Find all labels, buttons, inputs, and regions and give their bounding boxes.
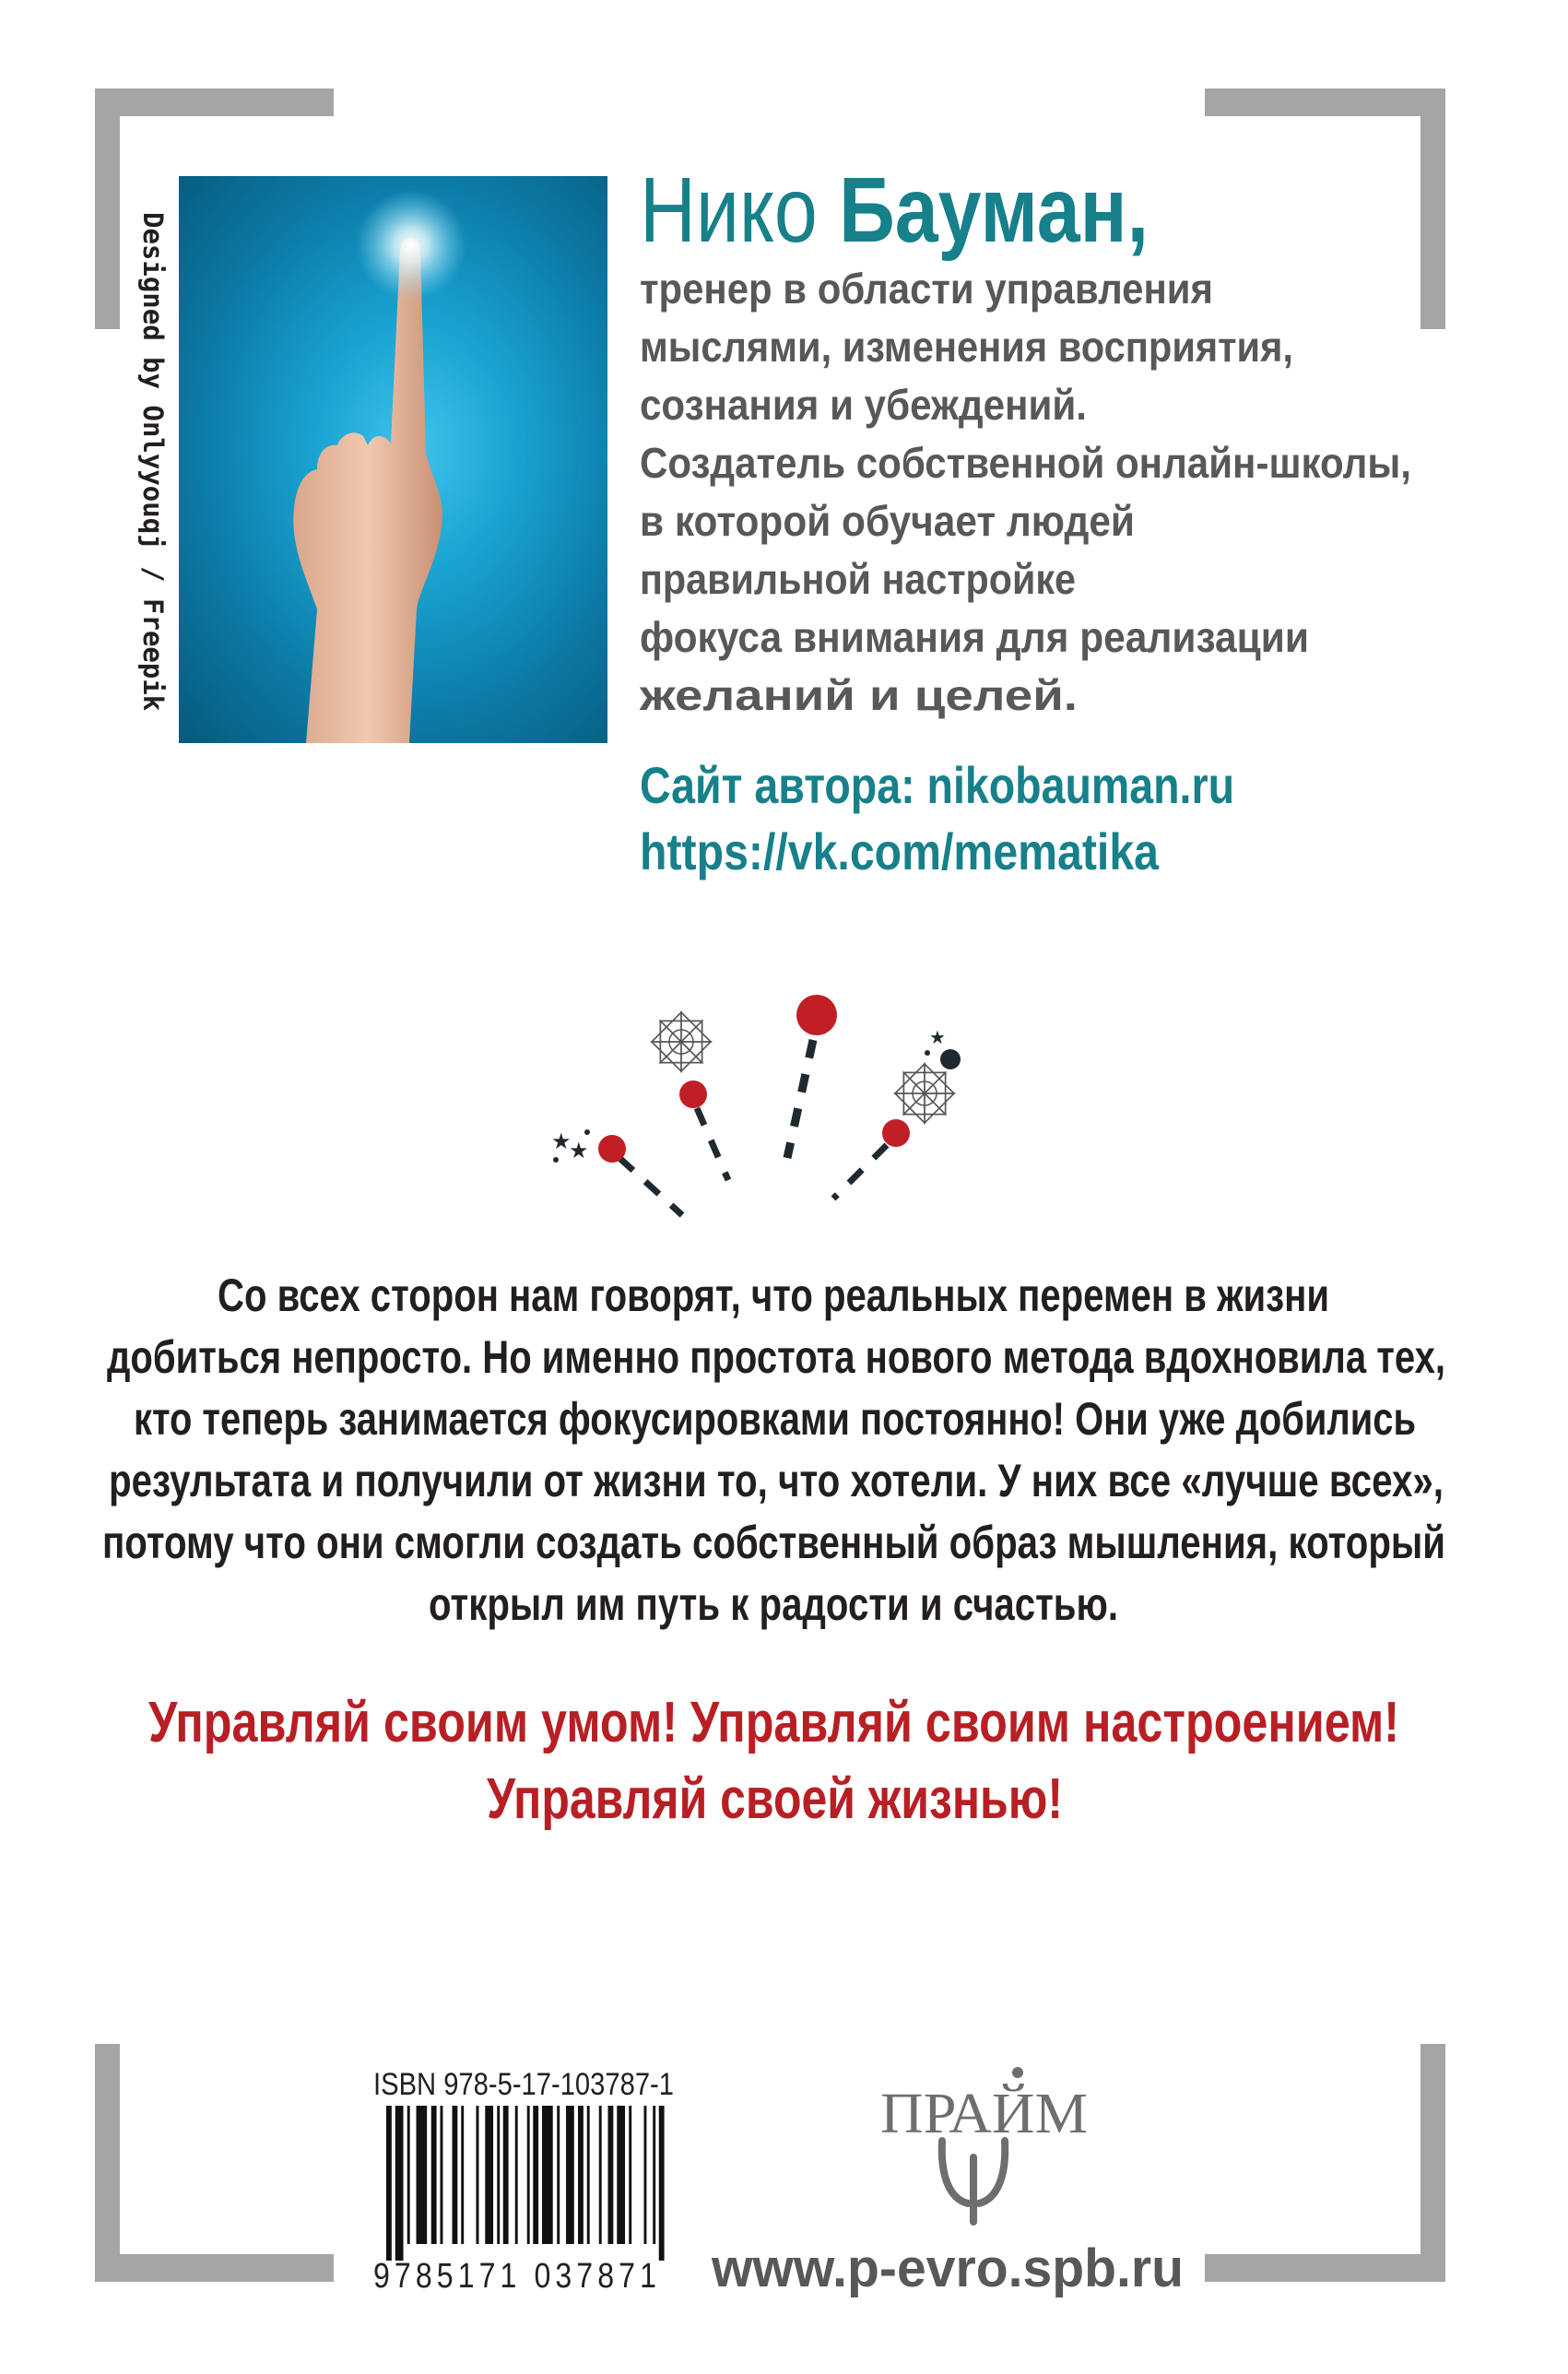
bio-line: фокуса внимания для реализации	[640, 613, 1309, 661]
corner-bracket-bottom-right	[1205, 2254, 1445, 2282]
dashed-stem	[787, 1040, 813, 1158]
small-star-icon: ★	[551, 1129, 572, 1154]
tiny-dot	[925, 1050, 930, 1056]
author-first-name: Нико	[640, 159, 818, 262]
red-dot	[679, 1081, 707, 1108]
description-line: открыл им путь к радости и счастью.	[429, 1578, 1118, 1630]
photo-credit: Designed by Onlyyouqj / Freepik	[137, 212, 169, 712]
star-burst-icon	[895, 1064, 954, 1123]
barcode-bar	[599, 2106, 602, 2244]
barcode-bar	[503, 2106, 509, 2244]
barcode	[386, 2106, 674, 2261]
barcode-bar	[629, 2106, 631, 2244]
dashed-stem	[697, 1108, 728, 1180]
small-star-icon: ★	[569, 1139, 589, 1163]
barcode-bar	[477, 2106, 479, 2244]
barcode-bar	[542, 2106, 553, 2244]
bio-line: мыслями, изменения восприятия,	[640, 323, 1293, 371]
barcode-bar	[617, 2106, 625, 2244]
barcode-bar	[441, 2106, 443, 2244]
barcode-bar	[485, 2106, 493, 2244]
slogan-line: Управляй своим умом! Управляй своим настроением!	[148, 1691, 1399, 1754]
bio-line: Создатель собственной онлайн-школы,	[640, 439, 1411, 487]
barcode-bar	[566, 2106, 574, 2244]
barcode-digits: 9785171 037871	[373, 2257, 661, 2296]
barcode-bar	[527, 2106, 530, 2244]
barcode-bar	[653, 2106, 655, 2244]
barcode-bar	[407, 2106, 410, 2244]
dark-dot	[940, 1049, 961, 1069]
barcode-bar	[431, 2106, 437, 2244]
bio-line: тренер в области управления	[640, 265, 1213, 313]
tiny-dot	[584, 1129, 590, 1135]
publisher-website[interactable]: www.p-evro.spb.ru	[712, 2238, 1184, 2298]
barcode-bar	[395, 2106, 404, 2261]
barcode-bar	[587, 2106, 590, 2244]
author-last-name: Бауман,	[839, 159, 1149, 262]
red-dot	[796, 995, 837, 1035]
description-line: добиться непросто. Но именно простота нового метода вдохновила тех,	[107, 1331, 1445, 1383]
barcode-bar	[461, 2106, 464, 2244]
slogan-line: Управляй своей жизнью!	[487, 1767, 1063, 1831]
description-line: результата и получили от жизни то, что хотели. У них все «лучше всех»,	[109, 1455, 1444, 1506]
barcode-bar	[608, 2106, 614, 2244]
red-dot	[882, 1119, 910, 1147]
corner-bracket-bottom-left	[95, 2044, 120, 2282]
small-star-icon: ★	[929, 1028, 946, 1048]
publisher-psi-logo-icon	[876, 2065, 1097, 2231]
description-line: Со всех сторон нам говорят, что реальных перемен в жизни	[218, 1270, 1329, 1321]
corner-bracket-bottom-left	[95, 2254, 334, 2282]
red-dot	[598, 1135, 626, 1163]
isbn-text: ISBN 978-5-17-103787-1	[373, 2067, 674, 2102]
barcode-bar	[417, 2106, 428, 2244]
barcode-bar	[644, 2106, 647, 2244]
barcode-bar	[578, 2106, 584, 2244]
barcode-bar	[515, 2106, 518, 2244]
publisher-logo-text: ПРАЙМ	[880, 2083, 1088, 2145]
barcode-bar	[497, 2106, 500, 2244]
bio-line: сознания и убеждений.	[640, 381, 1087, 429]
dashed-stem	[619, 1158, 682, 1215]
description-line: кто теперь занимается фокусировками постоянно! Они уже добились	[134, 1393, 1416, 1445]
barcode-bar	[386, 2106, 392, 2261]
bio-line: в которой обучает людей	[640, 497, 1135, 545]
tiny-dot	[553, 1157, 559, 1163]
bio-line: правильной настройке	[640, 555, 1076, 603]
author-vk-link[interactable]: https://vk.com/mematika	[640, 822, 1159, 880]
barcode-bar	[533, 2106, 538, 2244]
star-burst-icon	[652, 1012, 711, 1071]
barcode-bar	[453, 2106, 458, 2244]
author-site-link[interactable]: Сайт автора: nikobauman.ru	[640, 756, 1234, 814]
description-line: потому что они смогли создать собственный образ мышления, который	[102, 1517, 1445, 1568]
barcode-bar	[659, 2106, 665, 2261]
barcode-bar	[557, 2106, 560, 2244]
dashed-stem	[833, 1145, 887, 1199]
bio-line: желаний и целей.	[640, 671, 1078, 719]
corner-bracket-bottom-right	[1421, 2044, 1445, 2282]
